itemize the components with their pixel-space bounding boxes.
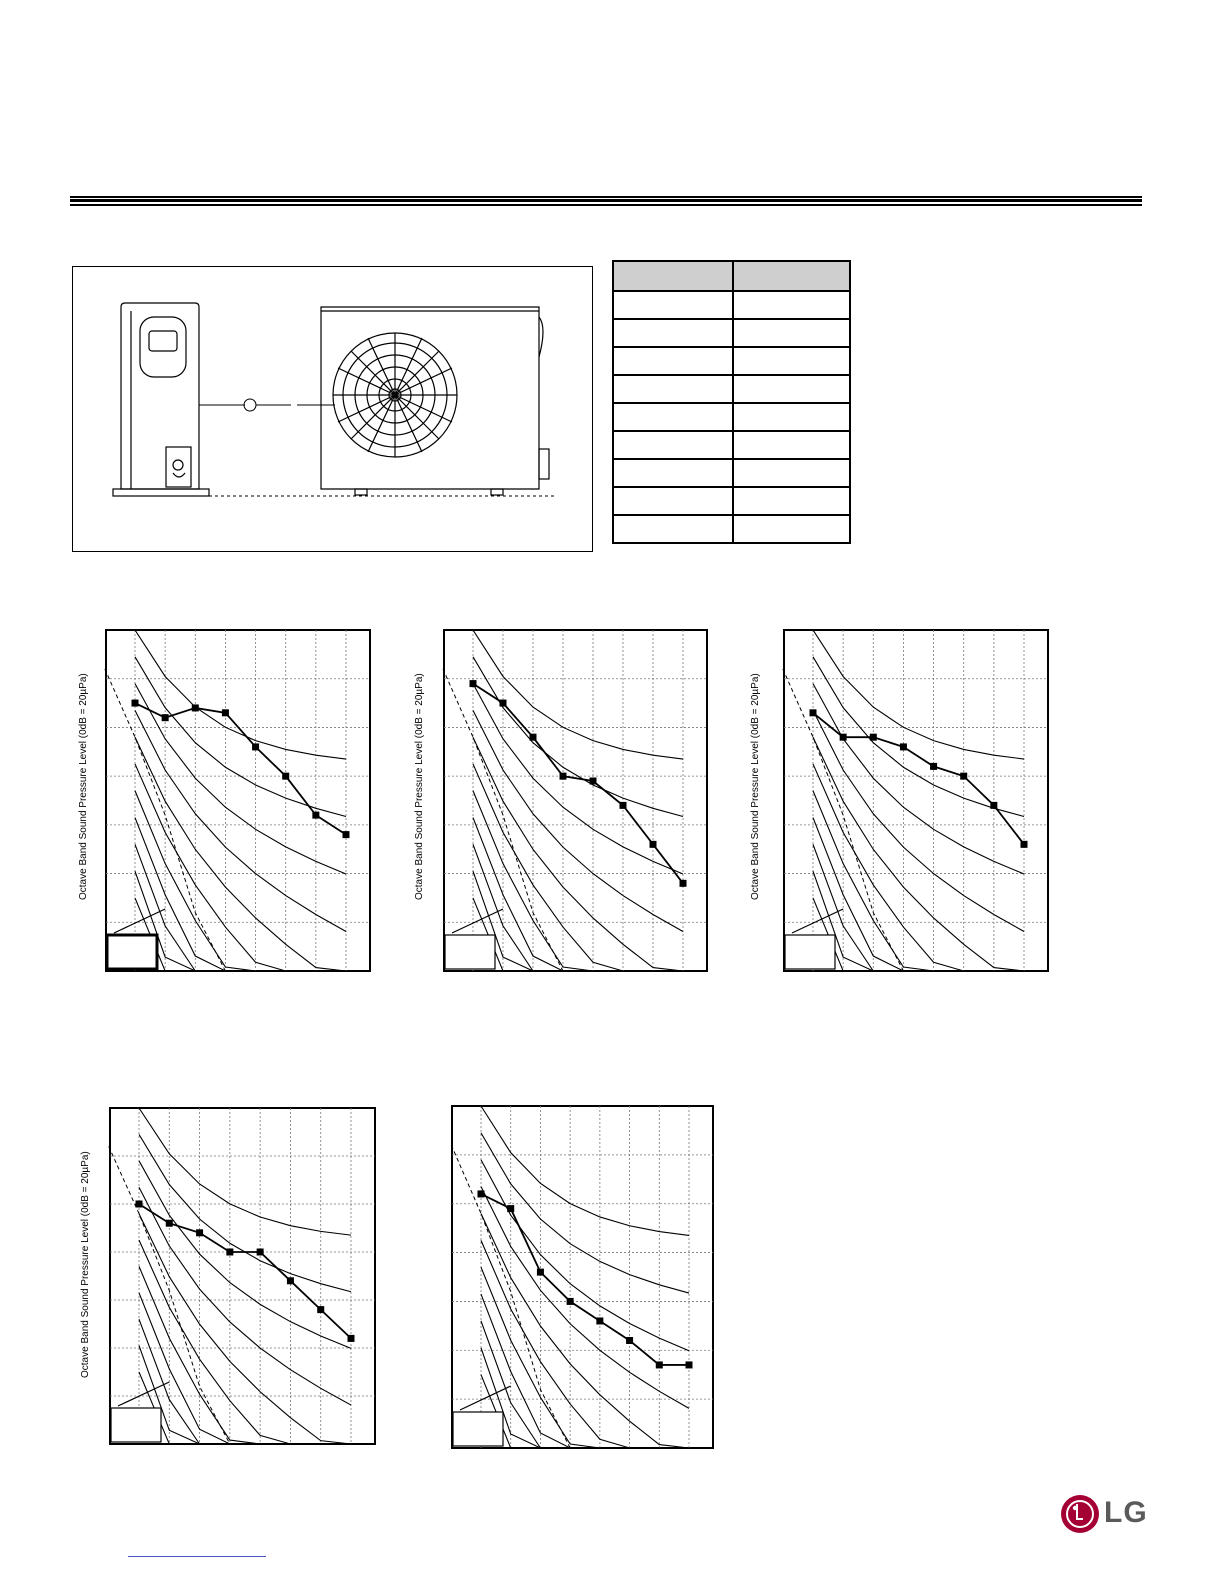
data-point [650,841,657,848]
table-cell [613,347,733,375]
callout-box [107,935,157,969]
table-row [613,291,850,319]
data-point [470,680,477,687]
nc-curve [139,1108,351,1235]
data-point [222,709,229,716]
data-point [620,802,627,809]
data-point [567,1298,574,1305]
table-row [613,403,850,431]
callout-box [785,935,835,969]
data-point [930,763,937,770]
callout-arrow [452,909,503,933]
plot-border [444,630,707,971]
data-point [136,1201,143,1208]
nc-curve [481,1321,689,1448]
y-axis-label: Octave Band Sound Pressure Level (0dB = 20µPa) [80,1151,91,1378]
nc-curve [139,1319,351,1444]
nc-curve [813,898,1024,971]
data-point [560,773,567,780]
data-point [596,1317,603,1324]
nc-curve [473,844,683,971]
data-point [626,1337,633,1344]
nc-curve [481,1106,689,1235]
data-point [900,743,907,750]
table-cell [613,431,733,459]
table-cell [733,515,850,543]
table-cell [733,459,850,487]
callout-arrow [792,909,843,933]
table-cell [733,347,850,375]
data-point [132,700,139,707]
sound-chart-3 [746,630,1056,975]
data-point [680,880,687,887]
table-row [613,515,850,543]
data-point [257,1249,264,1256]
data-point [348,1335,355,1342]
footer-link[interactable] [128,1556,266,1557]
callout-arrow [118,1382,169,1406]
data-point [530,734,537,741]
nc-curve [813,871,1024,971]
nc-curve [135,844,346,971]
plot-border [110,1108,375,1444]
data-point [1021,841,1028,848]
callout-box [453,1412,503,1446]
table-cell [613,319,733,347]
nc-curve [135,898,346,971]
callout-arrow [460,1386,511,1410]
table-cell [613,459,733,487]
table-row [613,431,850,459]
callout-box [111,1408,161,1442]
y-axis-label: Octave Band Sound Pressure Level (0dB = 20µPa) [750,673,761,900]
nc-curve [135,818,346,971]
table-cell [613,291,733,319]
data-point [840,734,847,741]
table-cell [733,403,850,431]
indoor-unit [113,303,209,496]
data-point [656,1361,663,1368]
plot-border [106,630,370,971]
table-cell [733,291,850,319]
y-axis-label: Octave Band Sound Pressure Level (0dB = 20µPa) [414,673,425,900]
microphone-icon [244,399,256,411]
sound-data-table [612,260,851,544]
nc-curve [481,1375,689,1448]
unit-illustration [72,266,593,552]
data-point [317,1306,324,1313]
lg-logo-icon [1060,1494,1148,1534]
data-point [990,802,997,809]
sound-chart-1 [74,630,374,975]
data-point [196,1229,203,1236]
data-point [282,773,289,780]
table-cell [733,261,850,291]
nc-curve [813,684,1024,874]
callout-arrow [114,909,165,933]
nc-curve [473,630,683,759]
measured-series-line [473,684,683,884]
data-point [478,1190,485,1197]
data-point [166,1220,173,1227]
nc-curve [139,1293,351,1444]
table-cell [613,261,733,291]
table-cell [613,375,733,403]
sound-chart-2 [410,630,710,975]
data-point [500,700,507,707]
table-header-row [613,261,850,291]
plot-border [784,630,1048,971]
data-point [287,1277,294,1284]
data-point [343,831,350,838]
table-cell [613,515,733,543]
nc-curve [135,871,346,971]
data-point [162,714,169,721]
header-rule [70,196,1142,206]
table-row [613,459,850,487]
data-point [960,773,967,780]
plot-border [452,1106,713,1448]
table-cell [613,403,733,431]
nc-curve [481,1160,689,1351]
data-point [192,704,199,711]
nc-curve [473,818,683,971]
nc-curve [139,1161,351,1349]
data-point [686,1361,693,1368]
table-row [613,319,850,347]
table-cell [733,431,850,459]
nc-curve [139,1372,351,1444]
data-point [252,743,259,750]
lg-wordmark: LG [1104,1496,1148,1529]
nc-curve [481,1294,689,1448]
table-cell [733,319,850,347]
sound-chart-4 [76,1108,381,1448]
nc-curve [135,684,346,874]
nc-curve [135,657,346,817]
nc-curve [473,898,683,971]
data-point [226,1249,233,1256]
data-point [870,734,877,741]
table-cell [733,487,850,515]
table-row [613,487,850,515]
data-point [507,1205,514,1212]
nc-curve [473,871,683,971]
table-row [613,347,850,375]
table-cell [613,487,733,515]
nc-curve [139,1346,351,1444]
nc-curve [135,630,346,759]
callout-box [445,935,495,969]
nc-curve [813,818,1024,971]
table-row [613,375,850,403]
nc-curve [473,657,683,817]
nc-curve [139,1134,351,1291]
data-point [312,812,319,819]
nc-curve [813,844,1024,971]
y-axis-label: Octave Band Sound Pressure Level (0dB = 20µPa) [78,673,89,900]
table-cell [733,375,850,403]
outdoor-unit [321,307,549,495]
sound-chart-5 [452,1106,717,1451]
data-point [537,1269,544,1276]
data-point [590,778,597,785]
data-point [810,709,817,716]
